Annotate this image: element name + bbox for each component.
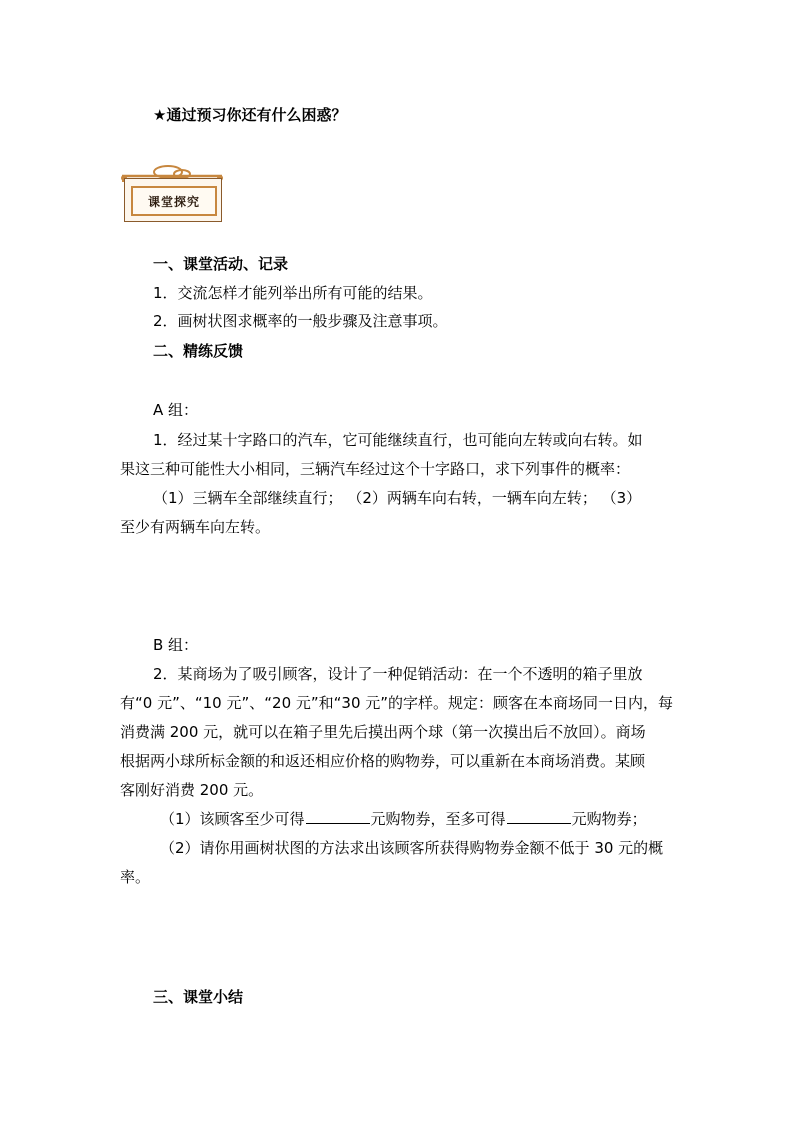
badge-frame	[124, 178, 222, 222]
part1-item-2: 2．画树状图求概率的一般步骤及注意事项。	[153, 312, 448, 330]
q2-sub-1-text-c: 元购物券；	[571, 810, 647, 828]
q1-line-4: 至少有两辆车向左转。	[120, 518, 271, 536]
preview-question: ★通过预习你还有什么困惑？	[153, 106, 347, 124]
part1-item-1: 1．交流怎样才能列举出所有可能的结果。	[153, 284, 433, 302]
q1-line-3: （1）三辆车全部继续直行； （2）两辆车向右转，一辆车向左转； （3）	[153, 489, 642, 507]
q2-line-5: 客刚好消费 200 元。	[120, 781, 264, 799]
q1-line-1: 1．经过某十字路口的汽车，它可能继续直行，也可能向左转或向右转。如	[153, 431, 643, 449]
badge-label: 课堂探究	[131, 186, 217, 216]
part1-heading: 一、课堂活动、记录	[153, 255, 289, 273]
q2-line-3: 消费满 200 元，就可以在箱子里先后摸出两个球（第一次摸出后不放回）。商场	[120, 723, 646, 741]
part2-heading: 二、精练反馈	[153, 342, 244, 360]
part3-heading: 三、课堂小结	[153, 988, 244, 1006]
q2-sub-1-text-b: 元购物券，至多可得	[370, 810, 506, 828]
q2-line-4: 根据两小球所标金额的和返还相应价格的购物券，可以重新在本商场消费。某顾	[120, 752, 646, 770]
q2-sub-1-text-a: （1）该顾客至少可得	[160, 810, 305, 828]
q2-line-2: 有“0 元”、“10 元”、“20 元”和“30 元”的字样。规定：顾客在本商场同一日内，每	[120, 694, 674, 712]
group-b-label: B 组：	[153, 636, 199, 654]
q1-line-2: 果这三种可能性大小相同，三辆汽车经过这个十字路口，求下列事件的概率：	[120, 460, 631, 478]
group-a-label: A 组：	[153, 401, 199, 419]
q2-sub-2-line-1: （2）请你用画树状图的方法求出该顾客所获得购物券金额不低于 30 元的概	[160, 839, 664, 857]
q2-line-1: 2．某商场为了吸引顾客，设计了一种促销活动：在一个不透明的箱子里放	[153, 665, 643, 683]
q2-sub-2-line-2: 率。	[120, 868, 151, 886]
max-amount-blank[interactable]	[507, 809, 571, 824]
q2-sub-1	[160, 809, 647, 829]
min-amount-blank[interactable]	[306, 809, 370, 824]
section-badge	[120, 162, 224, 224]
